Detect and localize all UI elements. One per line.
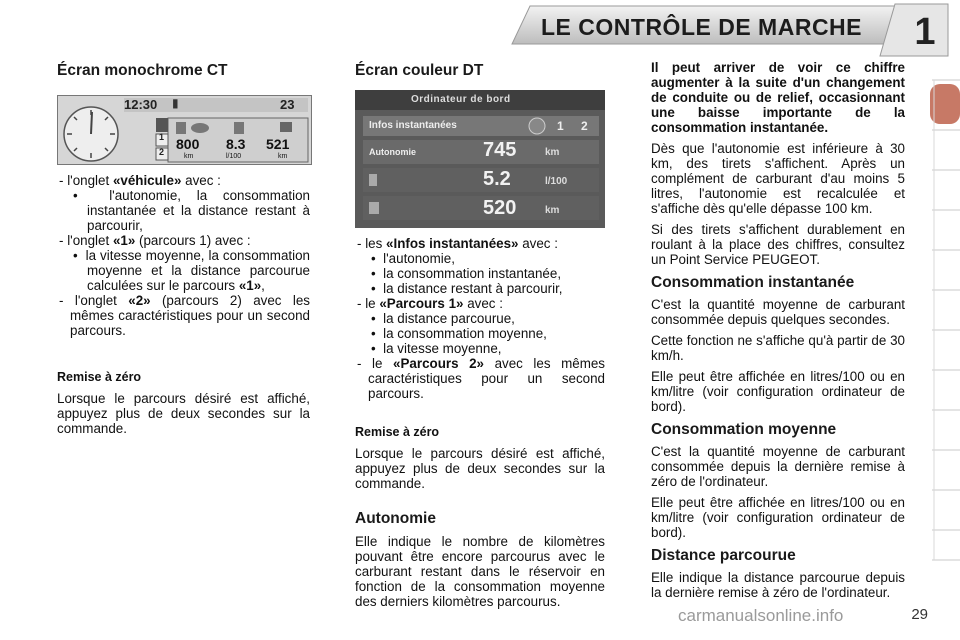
section-title-reset-color: Remise à zéro <box>355 425 440 439</box>
autonomy-text: Elle indique le nombre de kilomètres pouvant être encore parcourus avec le carburant restant dans le réservoir en fonction de la consommation moyenne des derniers kilomètres parcourus. <box>355 534 605 609</box>
list-item: • la consommation moyenne, <box>371 326 547 341</box>
paragraph: Elle peut être affichée en litres/100 ou en km/litre (voir configuration ordinateur de bord). <box>651 369 905 414</box>
list-item: - l'onglet «2» (parcours 2) avec les mêmes caractéristiques pour un second parcours. <box>59 293 310 338</box>
paragraph: C'est la quantité moyenne de carburant consommée depuis quelques secondes. <box>651 297 905 327</box>
mono-fuel-icon: ▮ <box>172 96 179 110</box>
column-1 <box>57 63 310 88</box>
color-row3-value: 520 <box>483 197 517 219</box>
car-icon <box>529 118 545 134</box>
color-header: Ordinateur de bord <box>411 94 511 105</box>
mono-value-1: 800 <box>176 136 200 152</box>
section-title-average: Consommation moyenne <box>651 421 837 438</box>
column-2 <box>355 63 605 88</box>
color-tab-label[interactable]: Infos instantanées <box>369 120 457 131</box>
list-item: • la distance restant à parcourir, <box>371 281 563 296</box>
color-row1-value: 745 <box>483 139 517 161</box>
monochrome-display-image <box>57 95 312 165</box>
column-1-body <box>57 173 310 442</box>
fuel-gauge-icon <box>234 122 244 134</box>
section-title-distance: Distance parcourue <box>651 547 796 564</box>
mono-tab-2[interactable]: 2 <box>159 147 165 157</box>
color-row1-label: Autonomie <box>369 147 416 157</box>
list-item: • l'autonomie, <box>371 251 455 266</box>
mono-value-3: 521 <box>266 136 290 152</box>
paragraph: C'est la quantité moyenne de carburant consommée depuis la dernière remise à zéro de l'ordinateur. <box>651 444 905 489</box>
column-2-body <box>355 236 605 615</box>
list-item: - le «Parcours 2» avec les mêmes caractéristiques pour un second parcours. <box>357 356 605 401</box>
color-tab-list <box>355 236 605 401</box>
list-item: • la vitesse moyenne, <box>371 341 502 356</box>
mono-tab-1[interactable]: 1 <box>159 132 165 142</box>
paragraph: Si des tirets s'affichent durablement en roulant à la place des chiffres, consultez un Point Service PEUGEOT. <box>651 222 905 267</box>
car-icon <box>191 123 209 133</box>
section-title-color: Écran couleur DT <box>355 62 484 79</box>
color-row1-unit: km <box>545 147 560 158</box>
section-title-reset-mono: Remise à zéro <box>57 370 142 384</box>
flag-icon <box>369 202 379 214</box>
list-item: • la distance parcourue, <box>371 311 515 326</box>
section-title-mono: Écran monochrome CT <box>57 62 228 79</box>
color-row2-unit: l/100 <box>545 176 568 187</box>
fuel-pump-icon <box>176 122 186 134</box>
column-3 <box>651 60 905 606</box>
list-item: - l'onglet «véhicule» avec : <box>59 173 221 188</box>
chapter-tabs <box>926 60 960 580</box>
fuel-pump-icon <box>369 174 377 186</box>
color-tab-1[interactable]: 1 <box>557 119 564 133</box>
mono-value-2: 8.3 <box>226 136 246 152</box>
color-row2-value: 5.2 <box>483 168 511 190</box>
list-item: • l'autonomie, la consommation instantanée et la distance restant à parcourir, <box>73 188 310 233</box>
paragraph: Elle peut être affichée en litres/100 ou en km/litre (voir configuration ordinateur de bord). <box>651 495 905 540</box>
list-item: • la consommation instantanée, <box>371 266 562 281</box>
paragraph: Cette fonction ne s'affiche qu'à partir de 30 km/h. <box>651 333 905 363</box>
color-tab-2[interactable]: 2 <box>581 119 588 133</box>
section-title-autonomy: Autonomie <box>355 510 436 527</box>
page-number: 29 <box>911 606 928 623</box>
list-item: • la vitesse moyenne, la consommation moyenne et la distance parcourue calculées sur le parcours «1», <box>73 248 310 293</box>
reset-text-color: Lorsque le parcours désiré est affiché, appuyez plus de deux secondes sur la commande. <box>355 446 605 491</box>
section-title-instant: Consommation instantanée <box>651 274 855 291</box>
mono-temperature: 23 <box>280 97 295 112</box>
color-screen <box>355 90 605 228</box>
list-item: - le «Parcours 1» avec : <box>357 296 503 311</box>
mono-unit-2: l/100 <box>226 153 242 160</box>
page-header <box>0 0 960 58</box>
paragraph: Elle indique la distance parcourue depuis la dernière remise à zéro de l'ordinateur. <box>651 570 905 600</box>
mono-tab-list <box>57 173 310 338</box>
mono-time: 12:30 <box>124 97 158 112</box>
color-display-image <box>355 90 605 228</box>
list-item: - les «Infos instantanées» avec : <box>357 236 558 251</box>
list-item: - l'onglet «1» (parcours 1) avec : <box>59 233 251 248</box>
mono-unit-1: km <box>184 153 194 160</box>
reset-text-mono: Lorsque le parcours désiré est affiché, appuyez plus de deux secondes sur la commande. <box>57 391 310 436</box>
intro-note: Il peut arriver de voir ce chiffre augmenter à la suite d'un changement de conduite ou de relief, occasionnant une baisse importante de la consommation instantanée. <box>651 60 905 135</box>
chapter-number: 1 <box>914 11 936 53</box>
paragraph: Dès que l'autonomie est inférieure à 30 km, des tirets s'affichent. Après un complément de carburant d'au moins 5 litres, l'autonomie est recalculée et s'affiche dès qu'elle dépasse 100 km. <box>651 141 905 216</box>
color-row3-unit: km <box>545 205 560 216</box>
flag-icon <box>280 122 292 132</box>
mono-unit-3: km <box>278 153 288 160</box>
page-title: LE CONTRÔLE DE MARCHE <box>541 14 862 40</box>
watermark: carmanualsonline.info <box>678 606 844 625</box>
